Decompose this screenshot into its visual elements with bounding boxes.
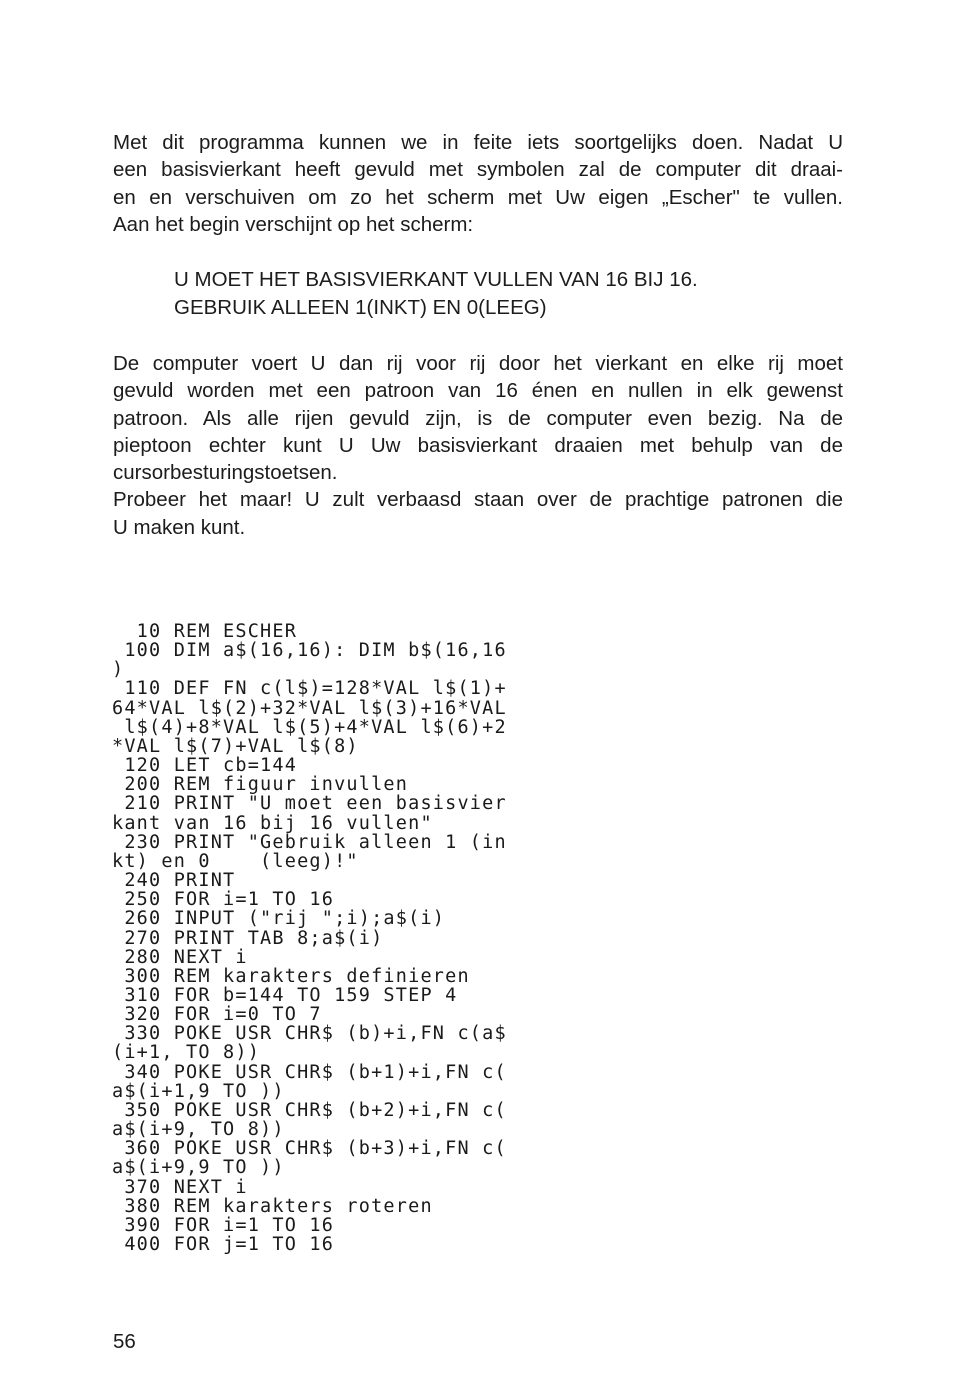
- explanation-paragraph: [113, 350, 843, 541]
- screen-message-line: GEBRUIK ALLEEN 1(INKT) EN 0(LEEG): [174, 296, 547, 319]
- intro-line: Met dit programma kunnen we in feite iets soortgelijks doen. Nadat U: [113, 131, 843, 154]
- code-line: 350 POKE USR CHR$ (b+2)+i,FN c(: [112, 1099, 507, 1121]
- screen-message-line: U MOET HET BASISVIERKANT VULLEN VAN 16 BIJ 16.: [174, 268, 698, 291]
- explanation-line: pieptoon echter kunt U Uw basisvierkant draaien met behulp van de: [113, 433, 843, 457]
- explanation-line: Probeer het maar! U zult verbaasd staan over de prachtige patronen die: [113, 488, 843, 512]
- code-line: (i+1, TO 8)): [112, 1042, 261, 1064]
- code-line: ): [112, 659, 125, 681]
- code-line: 400 FOR j=1 TO 16: [112, 1234, 335, 1255]
- explanation-line: cursorbesturingstoetsen.: [113, 461, 338, 485]
- code-line: 270 PRINT TAB 8;a$(i): [112, 927, 384, 949]
- code-line: 310 FOR b=144 TO 159 STEP 4: [112, 984, 458, 1006]
- intro-line: een basisvierkant heeft gevuld met symbolen zal de computer dit draai-: [113, 158, 843, 182]
- basic-program-listing: [112, 622, 507, 1254]
- code-line: 380 REM karakters roteren: [112, 1195, 433, 1217]
- code-line: 210 PRINT "U moet een basisvier: [112, 793, 507, 815]
- code-line: 64*VAL l$(2)+32*VAL l$(3)+16*VAL: [112, 697, 507, 719]
- intro-paragraph: [113, 129, 843, 238]
- code-line: 230 PRINT "Gebruik alleen 1 (in: [112, 831, 507, 853]
- code-line: a$(i+1,9 TO )): [112, 1080, 285, 1102]
- intro-line: Aan het begin verschijnt op het scherm:: [113, 212, 474, 236]
- code-line: a$(i+9, TO 8)): [112, 1119, 285, 1141]
- code-line: 340 POKE USR CHR$ (b+1)+i,FN c(: [112, 1061, 507, 1083]
- code-line: 100 DIM a$(16,16): DIM b$(16,16: [112, 640, 507, 662]
- code-line: 250 FOR i=1 TO 16: [112, 889, 335, 911]
- intro-line: en en verschuiven om zo het scherm met Uw eigen „Escher" te vullen.: [113, 185, 843, 209]
- code-line: 10 REM ESCHER: [112, 621, 298, 642]
- code-line: 300 REM karakters definieren: [112, 965, 470, 987]
- code-line: 370 NEXT i: [112, 1176, 248, 1198]
- code-line: 360 POKE USR CHR$ (b+3)+i,FN c(: [112, 1138, 507, 1160]
- explanation-line: patroon. Als alle rijen gevuld zijn, is de computer even bezig. Na de: [113, 406, 843, 430]
- code-line: 330 POKE USR CHR$ (b)+i,FN c(a$: [112, 1023, 507, 1045]
- page-number: 56: [113, 1330, 136, 1353]
- code-line: *VAL l$(7)+VAL l$(8): [112, 735, 359, 757]
- code-line: 260 INPUT ("rij ";i);a$(i): [112, 908, 446, 930]
- code-line: 280 NEXT i: [112, 946, 248, 968]
- code-line: 110 DEF FN c(l$)=128*VAL l$(1)+: [112, 678, 507, 700]
- code-line: 240 PRINT: [112, 870, 236, 892]
- code-line: kt) en 0 (leeg)!": [112, 850, 359, 872]
- screen-message: [174, 266, 698, 322]
- code-line: kant van 16 bij 16 vullen": [112, 812, 433, 834]
- explanation-line: U maken kunt.: [113, 515, 246, 539]
- code-line: a$(i+9,9 TO )): [112, 1157, 285, 1179]
- code-line: l$(4)+8*VAL l$(5)+4*VAL l$(6)+2: [112, 716, 507, 738]
- code-line: 390 FOR i=1 TO 16: [112, 1214, 335, 1236]
- code-line: 120 LET cb=144: [112, 755, 298, 777]
- code-line: 320 FOR i=0 TO 7: [112, 1004, 322, 1026]
- explanation-line: De computer voert U dan rij voor rij door het vierkant en elke rij moet: [113, 352, 843, 375]
- code-line: 200 REM figuur invullen: [112, 774, 409, 796]
- explanation-line: gevuld worden met een patroon van 16 énen en nullen in elk gewenst: [113, 379, 843, 403]
